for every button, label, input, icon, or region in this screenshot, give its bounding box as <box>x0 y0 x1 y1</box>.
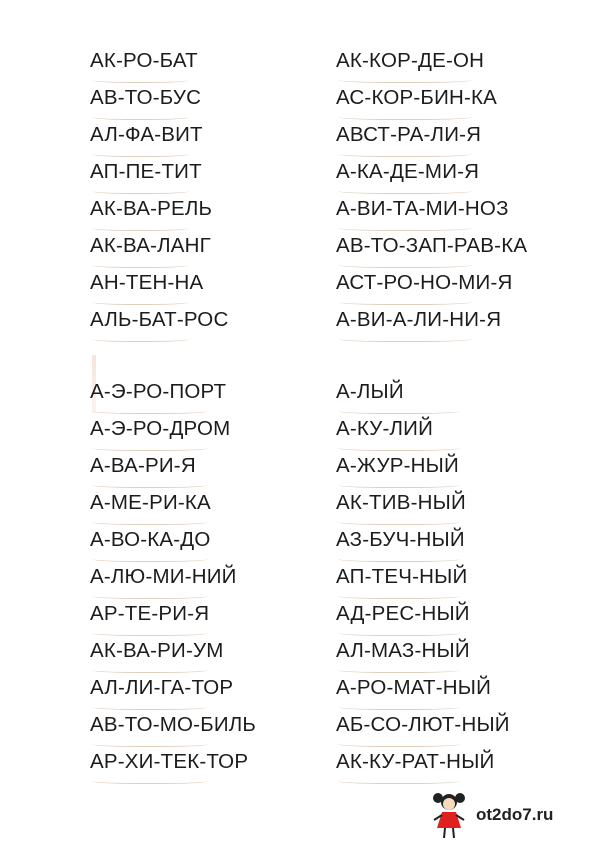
word: АВ-ТО-ЗАП-РАВ-КА <box>336 233 527 270</box>
word: АК-ТИВ-НЫЙ <box>336 490 510 527</box>
word: А-ВА-РИ-Я <box>90 453 256 490</box>
word: А-ЛЫЙ <box>336 379 510 416</box>
word: АР-ХИ-ТЕК-ТОР <box>90 749 256 786</box>
word-column-left-2 <box>90 379 256 786</box>
word: АК-КУ-РАТ-НЫЙ <box>336 749 510 786</box>
girl-icon <box>430 790 468 840</box>
site-name: ot2do7.ru <box>476 805 554 824</box>
word: А-КУ-ЛИЙ <box>336 416 510 453</box>
word: АЗ-БУЧ-НЫЙ <box>336 527 510 564</box>
word: АВСТ-РА-ЛИ-Я <box>336 122 527 159</box>
word: А-Э-РО-ПОРТ <box>90 379 256 416</box>
word: А-РО-МАТ-НЫЙ <box>336 675 510 712</box>
word: АН-ТЕН-НА <box>90 270 228 307</box>
word: АЛЬ-БАТ-РОС <box>90 307 228 344</box>
word-column-right-1 <box>336 48 527 344</box>
word: АЛ-МАЗ-НЫЙ <box>336 638 510 675</box>
word: А-ЖУР-НЫЙ <box>336 453 510 490</box>
footer <box>430 790 553 840</box>
word: АБ-СО-ЛЮТ-НЫЙ <box>336 712 510 749</box>
word: АД-РЕС-НЫЙ <box>336 601 510 638</box>
word: АВ-ТО-МО-БИЛЬ <box>90 712 256 749</box>
word: АК-КОР-ДЕ-ОН <box>336 48 527 85</box>
word: А-МЕ-РИ-КА <box>90 490 256 527</box>
word-column-right-2 <box>336 379 510 786</box>
word: АК-ВА-РЕЛЬ <box>90 196 228 233</box>
word: АСТ-РО-НО-МИ-Я <box>336 270 527 307</box>
word: АЛ-ФА-ВИТ <box>90 122 228 159</box>
word: А-ЛЮ-МИ-НИЙ <box>90 564 256 601</box>
word: АР-ТЕ-РИ-Я <box>90 601 256 638</box>
word: АК-РО-БАТ <box>90 48 228 85</box>
word: АС-КОР-БИН-КА <box>336 85 527 122</box>
word: АК-ВА-ЛАНГ <box>90 233 228 270</box>
word: АЛ-ЛИ-ГА-ТОР <box>90 675 256 712</box>
word-column-left-1 <box>90 48 228 344</box>
word: А-Э-РО-ДРОМ <box>90 416 256 453</box>
word: АК-ВА-РИ-УМ <box>90 638 256 675</box>
word: А-ВИ-А-ЛИ-НИ-Я <box>336 307 527 344</box>
word: АП-ПЕ-ТИТ <box>90 159 228 196</box>
word: АВ-ТО-БУС <box>90 85 228 122</box>
word: А-КА-ДЕ-МИ-Я <box>336 159 527 196</box>
word: А-ВО-КА-ДО <box>90 527 256 564</box>
word: А-ВИ-ТА-МИ-НОЗ <box>336 196 527 233</box>
word: АП-ТЕЧ-НЫЙ <box>336 564 510 601</box>
